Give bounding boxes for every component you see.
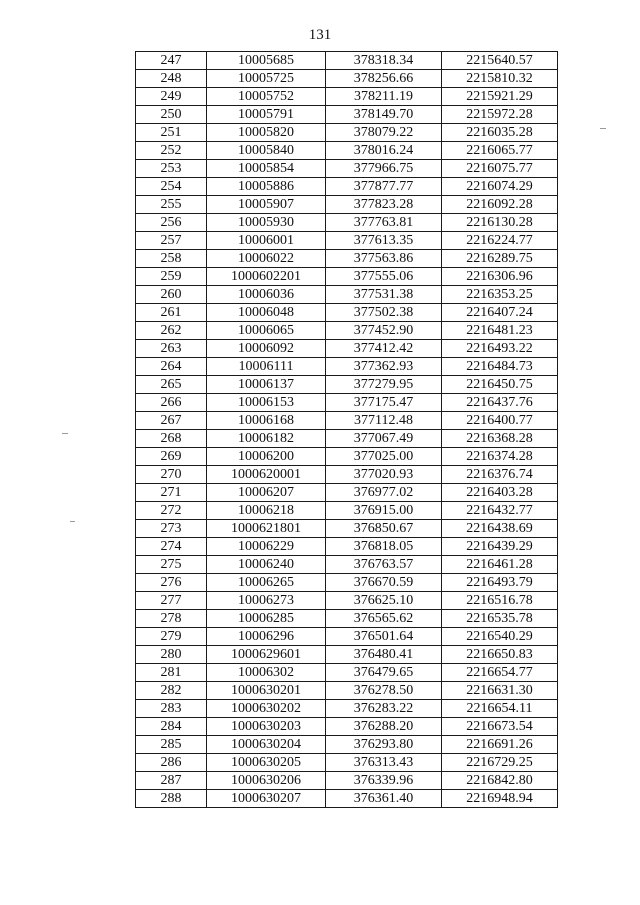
row-number-cell: 265 xyxy=(136,376,207,394)
point-id-cell: 1000630207 xyxy=(207,790,326,808)
x-coordinate-cell: 376283.22 xyxy=(326,700,442,718)
row-number-cell: 269 xyxy=(136,448,207,466)
x-coordinate-cell: 377067.49 xyxy=(326,430,442,448)
row-number-cell: 274 xyxy=(136,538,207,556)
point-id-cell: 1000630202 xyxy=(207,700,326,718)
table-row xyxy=(136,250,558,268)
x-coordinate-cell: 376763.57 xyxy=(326,556,442,574)
x-coordinate-cell: 378149.70 xyxy=(326,106,442,124)
y-coordinate-cell: 2216842.80 xyxy=(442,772,558,790)
table-row xyxy=(136,52,558,70)
y-coordinate-cell: 2216654.77 xyxy=(442,664,558,682)
point-id-cell: 10006229 xyxy=(207,538,326,556)
y-coordinate-cell: 2216493.79 xyxy=(442,574,558,592)
row-number-cell: 258 xyxy=(136,250,207,268)
y-coordinate-cell: 2216484.73 xyxy=(442,358,558,376)
table-row xyxy=(136,448,558,466)
row-number-cell: 271 xyxy=(136,484,207,502)
point-id-cell: 10006182 xyxy=(207,430,326,448)
x-coordinate-cell: 378211.19 xyxy=(326,88,442,106)
scan-mark xyxy=(600,128,606,129)
y-coordinate-cell: 2216400.77 xyxy=(442,412,558,430)
point-id-cell: 10006137 xyxy=(207,376,326,394)
x-coordinate-cell: 377502.38 xyxy=(326,304,442,322)
table-row xyxy=(136,772,558,790)
x-coordinate-cell: 376278.50 xyxy=(326,682,442,700)
row-number-cell: 286 xyxy=(136,754,207,772)
x-coordinate-cell: 377362.93 xyxy=(326,358,442,376)
row-number-cell: 263 xyxy=(136,340,207,358)
table-row xyxy=(136,304,558,322)
scan-mark xyxy=(70,521,75,522)
x-coordinate-cell: 377563.86 xyxy=(326,250,442,268)
y-coordinate-cell: 2216631.30 xyxy=(442,682,558,700)
x-coordinate-cell: 376670.59 xyxy=(326,574,442,592)
table-row xyxy=(136,682,558,700)
row-number-cell: 281 xyxy=(136,664,207,682)
coordinates-table-body xyxy=(136,52,558,808)
table-row xyxy=(136,178,558,196)
x-coordinate-cell: 377763.81 xyxy=(326,214,442,232)
x-coordinate-cell: 377966.75 xyxy=(326,160,442,178)
point-id-cell: 1000630203 xyxy=(207,718,326,736)
y-coordinate-cell: 2216074.29 xyxy=(442,178,558,196)
x-coordinate-cell: 377452.90 xyxy=(326,322,442,340)
y-coordinate-cell: 2216650.83 xyxy=(442,646,558,664)
y-coordinate-cell: 2216493.22 xyxy=(442,340,558,358)
x-coordinate-cell: 377025.00 xyxy=(326,448,442,466)
table-row xyxy=(136,160,558,178)
x-coordinate-cell: 376479.65 xyxy=(326,664,442,682)
point-id-cell: 10006200 xyxy=(207,448,326,466)
point-id-cell: 1000630205 xyxy=(207,754,326,772)
table-row xyxy=(136,718,558,736)
row-number-cell: 257 xyxy=(136,232,207,250)
y-coordinate-cell: 2216450.75 xyxy=(442,376,558,394)
x-coordinate-cell: 376293.80 xyxy=(326,736,442,754)
table-row xyxy=(136,556,558,574)
y-coordinate-cell: 2216729.25 xyxy=(442,754,558,772)
x-coordinate-cell: 378256.66 xyxy=(326,70,442,88)
x-coordinate-cell: 376313.43 xyxy=(326,754,442,772)
x-coordinate-cell: 377175.47 xyxy=(326,394,442,412)
y-coordinate-cell: 2216374.28 xyxy=(442,448,558,466)
x-coordinate-cell: 376565.62 xyxy=(326,610,442,628)
point-id-cell: 10006240 xyxy=(207,556,326,574)
row-number-cell: 259 xyxy=(136,268,207,286)
x-coordinate-cell: 377412.42 xyxy=(326,340,442,358)
y-coordinate-cell: 2216439.29 xyxy=(442,538,558,556)
y-coordinate-cell: 2216461.28 xyxy=(442,556,558,574)
point-id-cell: 10006168 xyxy=(207,412,326,430)
y-coordinate-cell: 2216289.75 xyxy=(442,250,558,268)
point-id-cell: 10006153 xyxy=(207,394,326,412)
table-row xyxy=(136,664,558,682)
point-id-cell: 10005854 xyxy=(207,160,326,178)
table-row xyxy=(136,592,558,610)
table-row xyxy=(136,574,558,592)
y-coordinate-cell: 2216224.77 xyxy=(442,232,558,250)
x-coordinate-cell: 377020.93 xyxy=(326,466,442,484)
table-row xyxy=(136,286,558,304)
x-coordinate-cell: 376361.40 xyxy=(326,790,442,808)
table-row xyxy=(136,700,558,718)
point-id-cell: 10006048 xyxy=(207,304,326,322)
point-id-cell: 10006296 xyxy=(207,628,326,646)
y-coordinate-cell: 2216376.74 xyxy=(442,466,558,484)
row-number-cell: 255 xyxy=(136,196,207,214)
point-id-cell: 1000630201 xyxy=(207,682,326,700)
row-number-cell: 266 xyxy=(136,394,207,412)
row-number-cell: 251 xyxy=(136,124,207,142)
y-coordinate-cell: 2216353.25 xyxy=(442,286,558,304)
page-number: 131 xyxy=(308,27,332,43)
point-id-cell: 1000629601 xyxy=(207,646,326,664)
table-row xyxy=(136,646,558,664)
point-id-cell: 1000630204 xyxy=(207,736,326,754)
point-id-cell: 10005930 xyxy=(207,214,326,232)
x-coordinate-cell: 377823.28 xyxy=(326,196,442,214)
x-coordinate-cell: 376501.64 xyxy=(326,628,442,646)
y-coordinate-cell: 2216306.96 xyxy=(442,268,558,286)
point-id-cell: 10006218 xyxy=(207,502,326,520)
row-number-cell: 275 xyxy=(136,556,207,574)
y-coordinate-cell: 2215972.28 xyxy=(442,106,558,124)
point-id-cell: 10006065 xyxy=(207,322,326,340)
y-coordinate-cell: 2216065.77 xyxy=(442,142,558,160)
y-coordinate-cell: 2216368.28 xyxy=(442,430,558,448)
y-coordinate-cell: 2216481.23 xyxy=(442,322,558,340)
y-coordinate-cell: 2216432.77 xyxy=(442,502,558,520)
row-number-cell: 248 xyxy=(136,70,207,88)
point-id-cell: 10006111 xyxy=(207,358,326,376)
x-coordinate-cell: 378318.34 xyxy=(326,52,442,70)
x-coordinate-cell: 377877.77 xyxy=(326,178,442,196)
y-coordinate-cell: 2216403.28 xyxy=(442,484,558,502)
row-number-cell: 249 xyxy=(136,88,207,106)
table-row xyxy=(136,196,558,214)
y-coordinate-cell: 2216075.77 xyxy=(442,160,558,178)
scan-mark xyxy=(62,433,68,434)
row-number-cell: 287 xyxy=(136,772,207,790)
row-number-cell: 278 xyxy=(136,610,207,628)
row-number-cell: 264 xyxy=(136,358,207,376)
row-number-cell: 279 xyxy=(136,628,207,646)
table-row xyxy=(136,520,558,538)
row-number-cell: 273 xyxy=(136,520,207,538)
point-id-cell: 10006036 xyxy=(207,286,326,304)
x-coordinate-cell: 377531.38 xyxy=(326,286,442,304)
row-number-cell: 282 xyxy=(136,682,207,700)
table-row xyxy=(136,430,558,448)
row-number-cell: 254 xyxy=(136,178,207,196)
point-id-cell: 10005725 xyxy=(207,70,326,88)
row-number-cell: 285 xyxy=(136,736,207,754)
row-number-cell: 283 xyxy=(136,700,207,718)
table-row xyxy=(136,538,558,556)
y-coordinate-cell: 2216092.28 xyxy=(442,196,558,214)
point-id-cell: 10005840 xyxy=(207,142,326,160)
y-coordinate-cell: 2215921.29 xyxy=(442,88,558,106)
point-id-cell: 10006022 xyxy=(207,250,326,268)
table-row xyxy=(136,124,558,142)
row-number-cell: 267 xyxy=(136,412,207,430)
table-row xyxy=(136,502,558,520)
table-row xyxy=(136,358,558,376)
point-id-cell: 10005820 xyxy=(207,124,326,142)
table-row xyxy=(136,412,558,430)
x-coordinate-cell: 376850.67 xyxy=(326,520,442,538)
row-number-cell: 260 xyxy=(136,286,207,304)
x-coordinate-cell: 378079.22 xyxy=(326,124,442,142)
point-id-cell: 10006092 xyxy=(207,340,326,358)
x-coordinate-cell: 377112.48 xyxy=(326,412,442,430)
table-row xyxy=(136,754,558,772)
x-coordinate-cell: 377613.35 xyxy=(326,232,442,250)
x-coordinate-cell: 376288.20 xyxy=(326,718,442,736)
table-row xyxy=(136,232,558,250)
y-coordinate-cell: 2216948.94 xyxy=(442,790,558,808)
table-row xyxy=(136,484,558,502)
row-number-cell: 262 xyxy=(136,322,207,340)
row-number-cell: 250 xyxy=(136,106,207,124)
table-row xyxy=(136,340,558,358)
point-id-cell: 10005886 xyxy=(207,178,326,196)
table-row xyxy=(136,70,558,88)
point-id-cell: 10006285 xyxy=(207,610,326,628)
point-id-cell: 10006302 xyxy=(207,664,326,682)
table-row xyxy=(136,322,558,340)
row-number-cell: 284 xyxy=(136,718,207,736)
table-row xyxy=(136,394,558,412)
table-row xyxy=(136,142,558,160)
row-number-cell: 277 xyxy=(136,592,207,610)
table-row xyxy=(136,88,558,106)
y-coordinate-cell: 2216691.26 xyxy=(442,736,558,754)
table-row xyxy=(136,736,558,754)
x-coordinate-cell: 376339.96 xyxy=(326,772,442,790)
row-number-cell: 256 xyxy=(136,214,207,232)
x-coordinate-cell: 376977.02 xyxy=(326,484,442,502)
point-id-cell: 1000620001 xyxy=(207,466,326,484)
y-coordinate-cell: 2215810.32 xyxy=(442,70,558,88)
y-coordinate-cell: 2216540.29 xyxy=(442,628,558,646)
row-number-cell: 288 xyxy=(136,790,207,808)
row-number-cell: 253 xyxy=(136,160,207,178)
row-number-cell: 247 xyxy=(136,52,207,70)
x-coordinate-cell: 376915.00 xyxy=(326,502,442,520)
coordinates-table xyxy=(135,51,558,808)
table-row xyxy=(136,376,558,394)
y-coordinate-cell: 2216407.24 xyxy=(442,304,558,322)
x-coordinate-cell: 376625.10 xyxy=(326,592,442,610)
x-coordinate-cell: 378016.24 xyxy=(326,142,442,160)
point-id-cell: 1000602201 xyxy=(207,268,326,286)
table-row xyxy=(136,106,558,124)
row-number-cell: 268 xyxy=(136,430,207,448)
y-coordinate-cell: 2215640.57 xyxy=(442,52,558,70)
point-id-cell: 10006265 xyxy=(207,574,326,592)
row-number-cell: 252 xyxy=(136,142,207,160)
y-coordinate-cell: 2216035.28 xyxy=(442,124,558,142)
point-id-cell: 10005685 xyxy=(207,52,326,70)
table-row xyxy=(136,466,558,484)
table-row xyxy=(136,628,558,646)
point-id-cell: 10005752 xyxy=(207,88,326,106)
point-id-cell: 10006001 xyxy=(207,232,326,250)
row-number-cell: 276 xyxy=(136,574,207,592)
y-coordinate-cell: 2216438.69 xyxy=(442,520,558,538)
point-id-cell: 1000621801 xyxy=(207,520,326,538)
x-coordinate-cell: 377555.06 xyxy=(326,268,442,286)
row-number-cell: 280 xyxy=(136,646,207,664)
y-coordinate-cell: 2216130.28 xyxy=(442,214,558,232)
point-id-cell: 10005907 xyxy=(207,196,326,214)
point-id-cell: 10005791 xyxy=(207,106,326,124)
row-number-cell: 261 xyxy=(136,304,207,322)
y-coordinate-cell: 2216535.78 xyxy=(442,610,558,628)
x-coordinate-cell: 377279.95 xyxy=(326,376,442,394)
table-row xyxy=(136,214,558,232)
point-id-cell: 10006273 xyxy=(207,592,326,610)
y-coordinate-cell: 2216654.11 xyxy=(442,700,558,718)
x-coordinate-cell: 376480.41 xyxy=(326,646,442,664)
point-id-cell: 10006207 xyxy=(207,484,326,502)
table-row xyxy=(136,610,558,628)
y-coordinate-cell: 2216437.76 xyxy=(442,394,558,412)
point-id-cell: 1000630206 xyxy=(207,772,326,790)
row-number-cell: 270 xyxy=(136,466,207,484)
table-row xyxy=(136,268,558,286)
x-coordinate-cell: 376818.05 xyxy=(326,538,442,556)
table-row xyxy=(136,790,558,808)
y-coordinate-cell: 2216673.54 xyxy=(442,718,558,736)
y-coordinate-cell: 2216516.78 xyxy=(442,592,558,610)
row-number-cell: 272 xyxy=(136,502,207,520)
